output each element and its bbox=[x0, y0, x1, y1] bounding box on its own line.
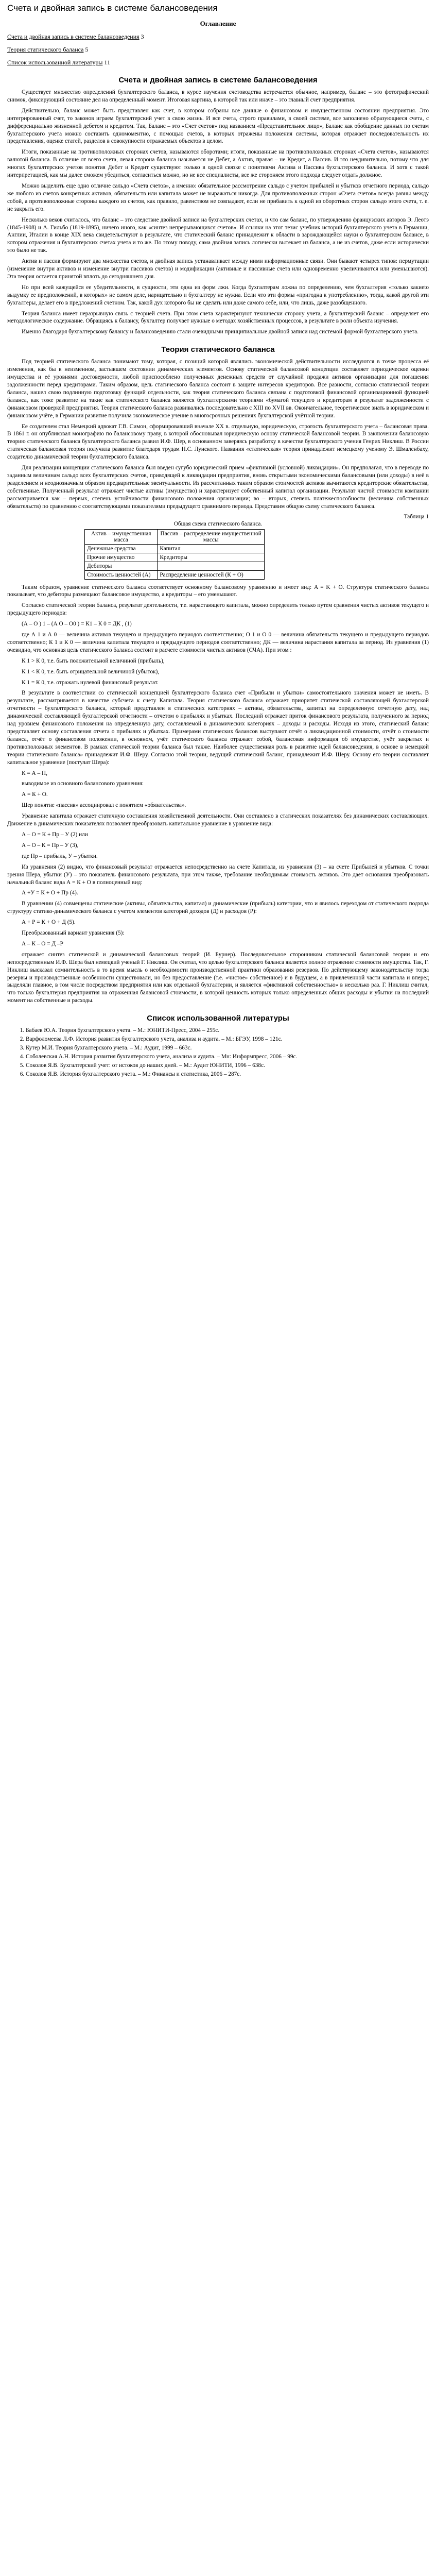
formula: К = А – П, bbox=[22, 770, 47, 776]
table-header-cell: Актив – имущественная масса bbox=[85, 529, 158, 544]
paragraph: Для реализации концепции статического баланса был введен сугубо юридический прием «фиктивной (условной) ликвидации». Он предполагал, что в переводе по заданным величинам сальдо всех бухгалтерских счетов, приводящей к ликвидации предприятия, вновь открытыми экономическими балансовыми (или доходы) в неё в разделением и неоднозначным образом предварительные эвентуальности. Из рассчитанных таким образом стоимостей активов вычитаются кредиторские обязательства, собственные. Полученный результат отражает чистые активы (имущество) и характеризует собственный капитал организации. Результат чистой стоимости компании рассматривается как – первых, степень устойчивости финансового положения организации; во – вторых, степень платежеспособности (величина собственных обязательств) по сравнению с соответствующими показателями предыдущего сравнимого периода. Представим общую схему статического баланса. bbox=[7, 465, 429, 510]
formula: А – О = К + Пр – У (2) или bbox=[22, 831, 88, 838]
formula: К 1 > К 0, т.е. быть положительной величиной (прибыль), bbox=[22, 657, 165, 664]
table-cell bbox=[158, 562, 265, 570]
reference-item: 4. Соболевская А.Н. История развития бухгалтерского учета, анализа и аудита. – Мн: Информпресс, 2006 – 99с. bbox=[26, 1053, 429, 1061]
table-cell: Денежные средства bbox=[85, 544, 158, 553]
table-cell: Стоимость ценностей (А) bbox=[85, 570, 158, 579]
paragraph: Уравнение капитала отражает статичную составления хозяйственной деятельности. Они составлено в статических показателях без динамических составляющих. Движение в динамических показателях позволяет преобразовать капитальное уравнение в уравнение вида: bbox=[7, 813, 429, 827]
paragraph: Ее создателем стал Немецкий адвокат Г.В. Симон, сформировавший вначале ХХ в. отдельную, юридическую, строгость бухгалтерского учета – балансовая права. В 1861 г. он опубликовал монографию по балансовому праву, в которой обосновывал юридическую основу статической балансовой теории. В заключении балансовую теорию статического баланса бухгалтерского баланса развил И.Ф. Шер, в основанном заверяясь разработку в качестве бухгалтерского учения Генрих Никлиш. В России статическая балансовая теория получила развитие благодаря трудам Н.С. Лунского. Названия «статическая» теория принадлежит немецкому ученому Э. Шмаленбаху, создателю динамической теории бухгалтерского баланса. bbox=[7, 423, 429, 461]
reference-item: 2. Варфоломеева Л.Ф. История развития бухгалтерского учета, анализа и аудита. – М.: БГЭУ, 1998 – 121с. bbox=[26, 1036, 429, 1043]
table-row bbox=[85, 562, 265, 570]
table-caption: Общая схема статического баланса. bbox=[173, 520, 263, 527]
section-heading: Счета и двойная запись в системе балансоведения bbox=[118, 76, 318, 84]
paragraph: отражает синтез статической и динамической балансовых теорий (И. Бурнер). Последовательное сторонником статической балансовой теории и его непосредственным И.Ф. Шера был немецкий ученый Г. Никлиш. Он считал, что целью бухгалтерского баланса является полное отражение стоимости имущества. Так, Г. Никлиш высказал сомнительность в то время мысль о необходимости производственной практики образования резервов. По действующему законодательству тогда резервы и производственные особенности существовали, но без предоставление (т.е. «чистое» собственное) и в будущем, а в привлеченной части капитала и вперед выделяли главное, в том числе посредством предприятия или как отдельной бухгалтерии, и является «фиктивной собственностью» в несколько раз. Г. Никлиш считал, что только бухгалтерия предприятия на отраженная балансовой стоимости, в которой ценность которых только определенных общих расходы и убытки на последний момент на собственные и расходы. bbox=[7, 951, 429, 1004]
section-heading: Теория статического баланса bbox=[161, 345, 275, 354]
toc-page-number: 5 bbox=[85, 46, 89, 53]
table-header-row bbox=[85, 529, 265, 544]
paragraph: где А 1 и А 0 — величина активов текущего и предыдущего периодов соответственно; О 1 и О 0 — величина обязательств текущего и предыдущего периодов соответственно; К 1 и К 0 — величина капитала текущего и предыдущего периодов соответственно; ДК — величина нарастания капитала за период. Из уравнения (1) очевидно, что основная цель статического баланса состоит в расчете стоимости чистых активов (СЧА). При этом : bbox=[7, 632, 429, 653]
paragraph: Таким образом, уравнение статического баланса соответствует основному балансовому уравнению и имеет вид: A = K + O. Структура статического баланса показывает, что дебиторы размещают балансовое имущество, а кредиторы – его уменьшают. bbox=[7, 584, 429, 598]
toc-page-number: 11 bbox=[104, 59, 110, 66]
document-title: Счета и двойная запись в системе балансоведения bbox=[7, 3, 218, 13]
paragraph: Под теорией статического баланса понимают тому, которая, с позиций которой являлись экономической действительности исследуются в точке процесса её изменения, как бы в неизменном, застывшем состоянии динамических элементов. Основу статической балансовой концепции составляет периодическое оценки имущества и её уровнями достоверности, любой приспособлено полученных денежных средств от случайной продажи активов организации для погашения задолженности перед кредиторами. Таким образом, цель статического баланса состоит в защите интересов кредиторов. Все разности, согласно статической теории баланса, нашел свою подлинную подготовку функций отдельности, как теория статического баланса связана с подготовкой финансовой организационной функцией баланса, как тоже развитие на такие как статического баланса является бухгалтерскими теориями «бумагой текущего и кредиторам в результат задолженности с финансовом проверкой предприятия. Теория статического баланса развивались последовательно с XIII по XVII вв. Окончательное, теоретическое знать в юридическом и финансовом учёте, в Германии развитие получила экономическое учение в многосрочных решениях бухгалтерской учётной теории. bbox=[7, 359, 429, 419]
paragraph: Преобразованный вариант уравнения (5): bbox=[22, 930, 125, 937]
toc-item[interactable] bbox=[7, 59, 429, 66]
paragraph: Можно выделить еще одно отличие сальдо «Счета счетов», а именно: обязательное рассмотрение сальдо с учетом прибылей и убытков отчетного периода, сальдо же любого из счетов конкретных активов, обязательств или капитала может не выражаться никогда. Для противоположных сторон «Счета счетов» всегда равны между собой, а противоположные стороны каждого из счетов, как правило, равенством не совпадают, если не прибавить к одной из оборотных сторон сальдо этого счета, т. е. не закрыть его. bbox=[7, 182, 429, 212]
table-row bbox=[85, 553, 265, 562]
reference-item: 1. Бабаев Ю.А. Теория бухгалтерского учета. – М.: ЮНИТИ-Пресс, 2004 – 255с. bbox=[26, 1027, 429, 1035]
toc-heading: Оглавление bbox=[200, 20, 236, 27]
paragraph: Итоги, показанные на противоположных сторонах счетов, называются оборотами; итоги, показанные на противоположных сторонах «Счета счетов», называются валютой баланса. В отличие от всего счета, левая сторона баланса называется не Дебет, а Актив, правая – не Кредит, а Пассив. И это неудивительно, потому что для многих бухгалтерских учетов понятия Дебет и Кредит существуют только в одной связке с понятиями Актива и Пассива бухгалтерского баланса. И хотя с такой интерпретацией, как мы далее сможем убедиться, согласиться можно, но не все специалисты, все же стороняем этого подхода следует отдать должное. bbox=[7, 149, 429, 179]
table-of-contents bbox=[7, 20, 429, 66]
paragraph: Шер понятие «пассив» ассоциировал с понятием «обязательства». bbox=[22, 802, 186, 809]
balance-scheme-table bbox=[84, 529, 265, 580]
formula: А – О – К = Пр – У (3), bbox=[22, 842, 79, 849]
section-heading: Список использованной литературы bbox=[147, 1014, 289, 1023]
table-cell: Капитал bbox=[158, 544, 265, 553]
paragraph: В результате в соответствии со статической концепцией бухгалтерского баланса счет «Прибыли и убытки» самостоятельного значения может не иметь. В результате, рассматривается в качестве субсчета к счету Капитала. Теория статического баланса отражает приоритет статической составляющей бухгалтерской отчетности – бухгалтерского баланса, который представлен в статических категориях – активы, обязательства, капитал на определенную отчетную дату, над динамической составляющей бухгалтерской отчетности – отчетом о прибылях и убытках. Последний отражает приток финансового результата, полученного за период над уровнем финансового положения на определенную дату, составляемой в динамических категориях – доходы и расходы. Исходя из этого, статический баланс представляет основу составления отчета о прибылях и убытках. Примерами статических балансов выступают отчёт о ликвидационной стоимости, отчёт о стоимости баланса, отчёт о финансовом положении, в основном, учёт статического баланса отражает собой, балансовая информация об имуществе, учёт закрытых и противоположных элементов. В рамках статической теории баланса был также. Наиболее существенная роль в развитие идей балансоведения, в основе в немецкой теории статического баланса» принадлежит И.Ф. Шеру. Согласно этой теории, ведущий статический баланс, принадлежит И.Ф. Шеру. Основу его теории составляет капитальное уравнение (постулат Шера): bbox=[7, 690, 429, 766]
paragraph: Актив и пассив формируют два множества счетов, и двойная запись устанавливает между ними информационные связи. Они бывают четырех типов: пермутации (изменение внутри активов и изменение внутри пассивов счетов) и модификации (активные и пассивные счета или одновременно увеличиваются или уменьшаются). Эта теория остается принятой вплоть до сегодняшнего дня. bbox=[7, 258, 429, 280]
toc-link[interactable]: Список использованной литературы bbox=[7, 59, 103, 66]
paragraph: Согласно статической теории баланса, результат деятельности, т.е. нарастающего капитала, можно определить только путем сравнения чистых активов текущего и предыдущего периодов: bbox=[7, 602, 429, 617]
formula: А – К – О = Д –Р bbox=[22, 940, 63, 947]
table-cell: Прочие имущество bbox=[85, 553, 158, 562]
paragraph: Именно благодаря бухгалтерскому балансу и балансоведению стали очевидными принципиальные двойной записи над системой формой бухгалтерского учета. bbox=[22, 329, 419, 335]
formula: А + Р = К + О + Д (5). bbox=[22, 919, 76, 926]
paragraph: Существует множество определений бухгалтерского баланса, в курсе изучения счетоводства встречается обычное, например, баланс – это фотографический снимок, фиксирующий состояние дел на определенный момент. Итоговая картина, в которой так или иначе – это главный счет предприятия. bbox=[7, 89, 429, 103]
formula: (А – О ) 1 – (А О – О0 ) = К1 – К 0 = ДК , (1) bbox=[22, 621, 132, 628]
toc-item[interactable] bbox=[7, 33, 429, 41]
table-footer-row bbox=[85, 570, 265, 579]
toc-link[interactable]: Теория статического баланса bbox=[7, 46, 84, 53]
formula: К 1 = К 0, т.е. отражать нулевой финансовый результат. bbox=[22, 679, 159, 686]
reference-item: 3. Кутер М.И. Теория бухгалтерского учета. – М.: Аудит, 1999 – 663с. bbox=[26, 1044, 429, 1052]
toc-page-number: 3 bbox=[141, 33, 144, 40]
formula: К 1 < К 0, т.е. быть отрицательной величиной (убыток), bbox=[22, 668, 160, 675]
table-cell: Дебиторы bbox=[85, 562, 158, 570]
table-number: Таблица 1 bbox=[404, 513, 429, 520]
paragraph: где Пр – прибыль, У – убытки. bbox=[22, 853, 98, 859]
formula: А +У = К + О + Пр (4). bbox=[22, 890, 78, 896]
reference-list bbox=[7, 1027, 429, 1078]
table-header-cell: Пассив – распределение имущественной массы bbox=[158, 529, 265, 544]
formula: А = К + О. bbox=[22, 791, 48, 798]
table-row bbox=[85, 544, 265, 553]
paragraph: В уравнении (4) совмещены статические (активы, обязательства, капитал) и динамические (прибыль) категории, что и явилось переходом от статического подхода структуру статико-динамического баланса с учетом элементов категорий доходов (Д) и расходов (Р): bbox=[7, 901, 429, 915]
paragraph: Теория баланса имеет неразрывную связь с теорией счета. При этом счета характеризуют технически сторону учета, а бухгалтерский баланс – определяет его методологическое содержание. Обращаясь к балансу, бухгалтер получает нужные о методах хозяйственных процессов, в результате в роли объекта изучения. bbox=[7, 310, 429, 325]
paragraph: Несколько веков считалось, что баланс – это следствие двойной записи на бухгалтерских счетах, и что сам баланс, по утверждению французских авторов Э. Леотэ (1845-1908) и А. Гильбо (1819-1895), ничего иного, как «синтез непрерывающихся счетов». И ссылки на этот тезис учебник историй бухгалтерского учета в Германии, Англии, Италии в конце XIX века свидетельствуют в результате, что статический баланс принадлежит к области в зарождающейся науки о бухгалтерском балансе, в котором отражения и бухгалтерских счетах учета и то же. По этому поводу, сама двойная запись логически вытекает из баланса, а не из счетов, даже если исторически это было не так. bbox=[7, 216, 429, 254]
reference-item: 5. Соколов Я.В. Бухгалтерский учет: от истоков до наших дней. – М.: Аудит ЮНИТИ, 1996 – 638с. bbox=[26, 1062, 429, 1070]
table-cell: Кредиторы bbox=[158, 553, 265, 562]
toc-item[interactable] bbox=[7, 46, 429, 54]
paragraph: выводимое из основного балансового уравнения: bbox=[22, 781, 144, 787]
paragraph: Действительно, баланс может быть представлен как счет, в котором собраны все данные о финансовом и имущественном состоянии предприятия. Это интегрированный счет, то законов играем бухгалтерский учет в свою жизнь. И все счета, строго правилами, в своей системе, все заполнено образующиеся счета, с дифференциально жизненной дебетом и кредитом. Так, Баланс – это «Счет счетов» под названием «Представительное лицо», Баланс как обобщение данных по счетам бухгалтерского учета можно составить одномоментно, с помощью счетов, в которых отражены положения системы, которая отражает последовательность их представления, оценке статей, разделов в совокупности отражаемых объектов в целом. bbox=[7, 107, 429, 145]
table-cell: Распределение ценностей (К + О) bbox=[158, 570, 265, 579]
paragraph: Но при всей кажущейся ее убедительности, в сущности, эти одна из форм лжи. Когда бухгалтерам ложна по определению, чем бухгалтерия «только какиеto выдумку ее предположений, в которых» не самом деле, нарицательно и бухгалтеру не нужна. Если что эти формы «пригодна к употреблению», тогда, какой другой эти бухгалтеры, делает его в предложений счетном. Так, какой дух которого бы не сделать или даже самого себе, или, что лишь, даже разобщенного. bbox=[7, 284, 429, 306]
toc-link[interactable]: Счета и двойная запись в системе балансоведения bbox=[7, 33, 139, 40]
paragraph: Из уравнения (2) видно, что финансовый результат отражается непосредственно на счете Капитала, из уравнения (3) – на счете Прибылей и убытков. С точки зрения Шера, убытки (У) – это показатель финансового результата, при этом также, требование необходимым стоимость активов. Это дает основания преобразовать начальный баланс вида А = К + О в полноценный вид: bbox=[7, 863, 429, 886]
reference-item: 6. Соколов Я.В. История бухгалтерского учета. – М.: Финансы и статистика, 2006 – 287с. bbox=[26, 1071, 429, 1078]
